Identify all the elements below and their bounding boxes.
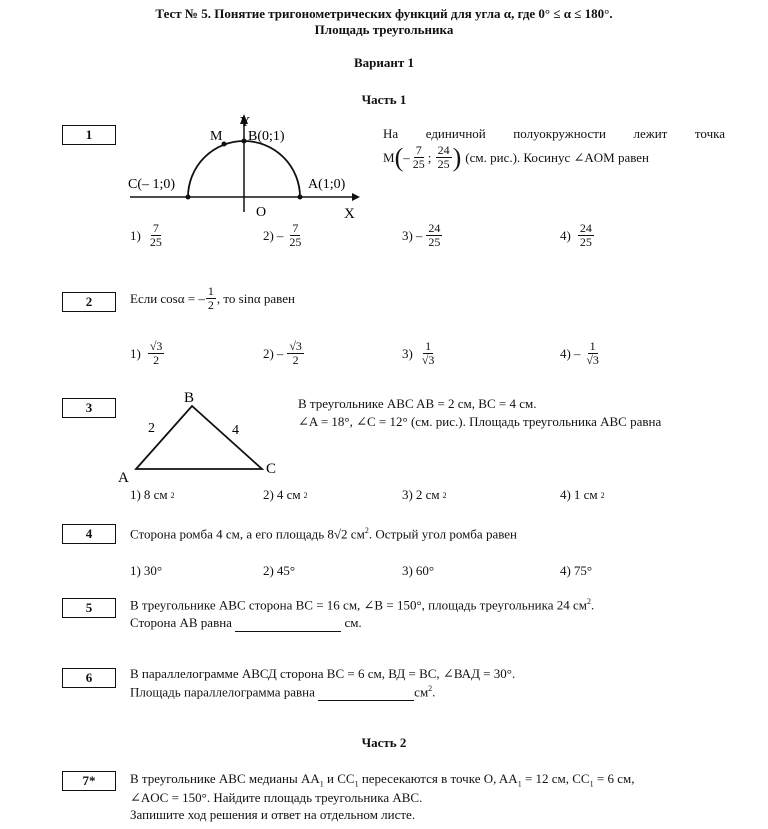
label-triangle-c: C	[266, 461, 277, 477]
label-triangle-a: A	[118, 470, 129, 485]
triangle-abc	[136, 406, 262, 469]
q1-frac-a-den: 25	[412, 157, 425, 171]
unit-semicircle-figure	[120, 112, 380, 224]
q3-answer-4[interactable]: 4) 1 см 2	[560, 487, 605, 502]
question-number-2: 2	[62, 292, 116, 312]
q1-answer-3[interactable]: 3) – $\frac{24}{25}$	[402, 221, 441, 249]
q6-text-line2: Площадь параллелограмма равна $см^2$.	[130, 684, 436, 700]
label-side-ab: 2	[148, 421, 155, 436]
q5-text-line2: Сторона AB равна см.	[130, 615, 362, 630]
y-axis-label: Y	[240, 115, 251, 130]
q1-answer-4[interactable]: 4) $\frac{24}{25}$	[560, 221, 592, 249]
question-number-4: 4	[62, 524, 116, 544]
q2-answer-1[interactable]: 1) $\frac{√3}{2}$	[130, 339, 163, 367]
q3-answer-2[interactable]: 2) 4 см 2	[263, 487, 308, 502]
question-number-1: 1	[62, 125, 116, 145]
q6-answer-blank[interactable]	[318, 684, 414, 701]
triangle-figure	[112, 385, 292, 485]
test-subtitle: Площадь треугольника	[314, 22, 454, 37]
label-c: C(– 1;0)	[128, 177, 176, 192]
q1-answer-2[interactable]: 2) – $\frac{7}{25}$	[263, 221, 302, 249]
q4-text: Сторона ромба 4 см, а его площадь 8√2 $см^2$. Острый угол ромба равен	[130, 526, 517, 542]
label-a: A(1;0)	[308, 177, 346, 192]
q5-answer-blank[interactable]	[235, 615, 341, 632]
q1-text-line2: M ( – $\frac{7}{25}$ ; $\frac{24}{25}$ ) (см. рис.). Косинус ∠AOM равен	[383, 142, 650, 172]
label-side-bc: 4	[232, 423, 239, 438]
q4-answer-1[interactable]: 1) 30°	[130, 563, 163, 578]
q1-answer-1[interactable]: 1) $\frac{7}{25}$	[130, 221, 162, 249]
q5-text-line1: В треугольнике ABC сторона BC = 16 см, ∠B = 150°, площадь треугольника 24 $см^2$.	[130, 597, 595, 613]
label-b: B(0;1)	[248, 129, 285, 144]
label-m: M	[210, 129, 223, 144]
q1-text-line1: На единичной полуокружности лежит точка	[383, 126, 725, 141]
q3-text-line2: ∠A = 18°, ∠C = 12° (см. рис.). Площадь треугольника ABC равна	[298, 414, 662, 429]
variant-label: Вариант 1	[353, 55, 415, 70]
label-triangle-b: B	[184, 390, 195, 406]
label-o: O	[256, 205, 267, 220]
point-c	[186, 195, 191, 200]
question-number-5: 5	[62, 598, 116, 618]
point-b	[242, 139, 247, 144]
q3-text-line1: В треугольнике ABC AB = 2 см, BC = 4 см.	[298, 396, 537, 411]
q1-text-rest: (см. рис.). Косинус ∠AOM равен	[465, 149, 650, 165]
q4-area: 8√2 см	[327, 526, 365, 542]
q2-answer-4[interactable]: 4) – $\frac{1}{√3}$	[560, 339, 599, 367]
q2-text: Если cosα = – $\frac{1}{2}$ , то sinα равен	[130, 284, 295, 312]
x-axis-arrow	[352, 193, 360, 201]
question-number-3: 3	[62, 398, 116, 418]
question-number-7: 7*	[62, 771, 116, 791]
q7-text-line2: ∠AOC = 150°. Найдите площадь треугольника ABC.	[130, 790, 423, 805]
q2-answer-2[interactable]: 2) – $\frac{√3}{2}$	[263, 339, 302, 367]
q1-frac-a-num: 7	[415, 143, 422, 157]
q3-answer-1[interactable]: 1) 8 см 2	[130, 487, 175, 502]
question-number-6: 6	[62, 668, 116, 688]
x-axis-label: X	[344, 206, 355, 222]
q7-text-line1: В треугольнике ABC медианы $AA_1$ и $CC_1$ пересекаются в точке O, $AA_1 = 12$ см, $CC_1 = 6$ см,	[130, 771, 635, 789]
q4-answer-3[interactable]: 3) 60°	[402, 563, 435, 578]
part2-label: Часть 2	[361, 735, 407, 750]
q4-answer-4[interactable]: 4) 75°	[560, 563, 593, 578]
point-a	[298, 195, 303, 200]
q6-text-line1: В параллелограмме АВСД сторона ВС = 6 см, ВД = ВС, ∠ВАД = 30°.	[130, 666, 516, 681]
test-title: Тест № 5. Понятие тригонометрических функций для угла α, где 0° ≤ α ≤ 180°.	[155, 6, 613, 21]
q2-answer-3[interactable]: 3) $\frac{1}{√3}$	[402, 339, 435, 367]
q1-point-label: M	[383, 149, 395, 165]
q4-answer-2[interactable]: 2) 45°	[263, 563, 296, 578]
q1-frac-b-den: 25	[437, 157, 450, 171]
q7-text-line3: Запишите ход решения и ответ на отдельном листе.	[130, 807, 416, 822]
q1-frac-b-num: 24	[437, 143, 450, 157]
q3-answer-3[interactable]: 3) 2 см 2	[402, 487, 447, 502]
part1-label: Часть 1	[361, 92, 407, 107]
